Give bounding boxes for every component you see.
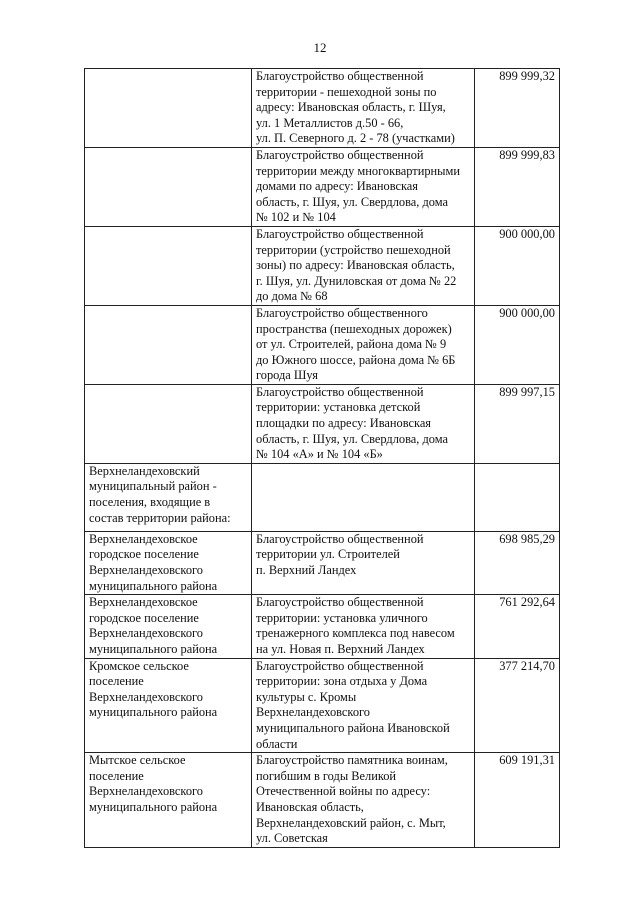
description-text: Благоустройство памятника воинам, погибшим в годы Великой Отечественной войны по адресу: Ивановская область, Верхнеландеховский район, с. Мыт, ул. Советская [256, 753, 448, 846]
description-cell [252, 463, 475, 531]
amount-cell [475, 531, 560, 594]
amount-cell [475, 305, 560, 384]
description-text: Благоустройство общественной территории между многоквартирными домами по адресу: Ивановская область, г. Шуя, ул. Свердлова, дома № 102 и № 104 [256, 147, 460, 225]
description-cell [252, 531, 475, 594]
table-row [85, 463, 560, 531]
description-cell [252, 753, 475, 848]
description-cell [252, 658, 475, 753]
description-cell [252, 595, 475, 658]
page-number: 12 [313, 40, 327, 55]
municipality-cell [85, 658, 252, 753]
amount-cell [475, 753, 560, 848]
description-text: Благоустройство общественного пространства (пешеходных дорожек) от ул. Строителей, района дома № 9 до Южного шоссе, района дома № 6Б города Шуя [256, 305, 456, 383]
amount-text: 377 214,70 [499, 658, 555, 673]
table-row [85, 305, 560, 384]
amount-cell [475, 658, 560, 753]
amount-cell [475, 384, 560, 463]
amount-text: 899 997,15 [499, 384, 555, 399]
table-row [85, 384, 560, 463]
amount-text: 761 292,64 [499, 595, 555, 610]
amount-cell [475, 147, 560, 226]
table-row [85, 595, 560, 658]
municipality-text: Верхнеландеховский муниципальный район - поселения, входящие в состав территории района: [89, 463, 231, 525]
municipality-cell [85, 147, 252, 226]
description-cell [252, 226, 475, 305]
municipality-text: Мытское сельское поселение Верхнеландеховского муниципального района [89, 753, 218, 814]
description-text: Благоустройство общественной территории: зона отдыха у Дома культуры с. Кромы Верхнеландеховского муниципального района Ивановской области [256, 658, 450, 751]
description-cell [252, 69, 475, 148]
description-text: Благоустройство общественной территории: установка уличного тренажерного комплекса под навесом на ул. Новая п. Верхний Ландех [256, 595, 455, 656]
municipality-cell [85, 305, 252, 384]
municipality-text: Верхнеландеховское городское поселение Верхнеландеховского муниципального района [89, 531, 218, 593]
table-row [85, 658, 560, 753]
description-cell [252, 305, 475, 384]
amount-text: 899 999,83 [499, 147, 555, 162]
amount-cell [475, 595, 560, 658]
municipality-cell [85, 226, 252, 305]
amount-text: 899 999,32 [499, 69, 555, 83]
table-row [85, 69, 560, 148]
table-row [85, 753, 560, 848]
description-cell [252, 384, 475, 463]
funding-table [84, 68, 560, 848]
description-text: Благоустройство общественной территории - пешеходной зоны по адресу: Ивановская область, г. Шуя, ул. 1 Металлистов д.50 - 66, ул. П. Северного д. 2 - 78 (участками) [256, 69, 455, 146]
amount-cell [475, 226, 560, 305]
table-row [85, 147, 560, 226]
municipality-cell [85, 753, 252, 848]
amount-cell [475, 463, 560, 531]
municipality-cell [85, 595, 252, 658]
amount-text: 900 000,00 [499, 305, 555, 320]
municipality-cell [85, 531, 252, 594]
description-cell [252, 147, 475, 226]
amount-text: 900 000,00 [499, 226, 555, 241]
table-body [85, 69, 560, 848]
municipality-cell [85, 384, 252, 463]
table-row [85, 531, 560, 594]
amount-text: 609 191,31 [499, 753, 555, 768]
municipality-text: Кромское сельское поселение Верхнеландеховского муниципального района [89, 658, 218, 720]
table-row [85, 226, 560, 305]
description-text: Благоустройство общественной территории (устройство пешеходной зоны) по адресу: Ивановская область, г. Шуя, ул. Дуниловская от дома № 22 до дома № 68 [256, 226, 457, 304]
description-text: Благоустройство общественной территории ул. Строителей п. Верхний Ландех [256, 531, 424, 578]
amount-text: 698 985,29 [499, 531, 555, 546]
amount-cell [475, 69, 560, 148]
municipality-cell [85, 463, 252, 531]
description-text: Благоустройство общественной территории: установка детской площадки по адресу: Ивановская область, г. Шуя, ул. Свердлова, дома № 104 «А» и № 104 «Б» [256, 384, 448, 462]
municipality-text: Верхнеландеховское городское поселение Верхнеландеховского муниципального района [89, 595, 218, 656]
municipality-cell [85, 69, 252, 148]
